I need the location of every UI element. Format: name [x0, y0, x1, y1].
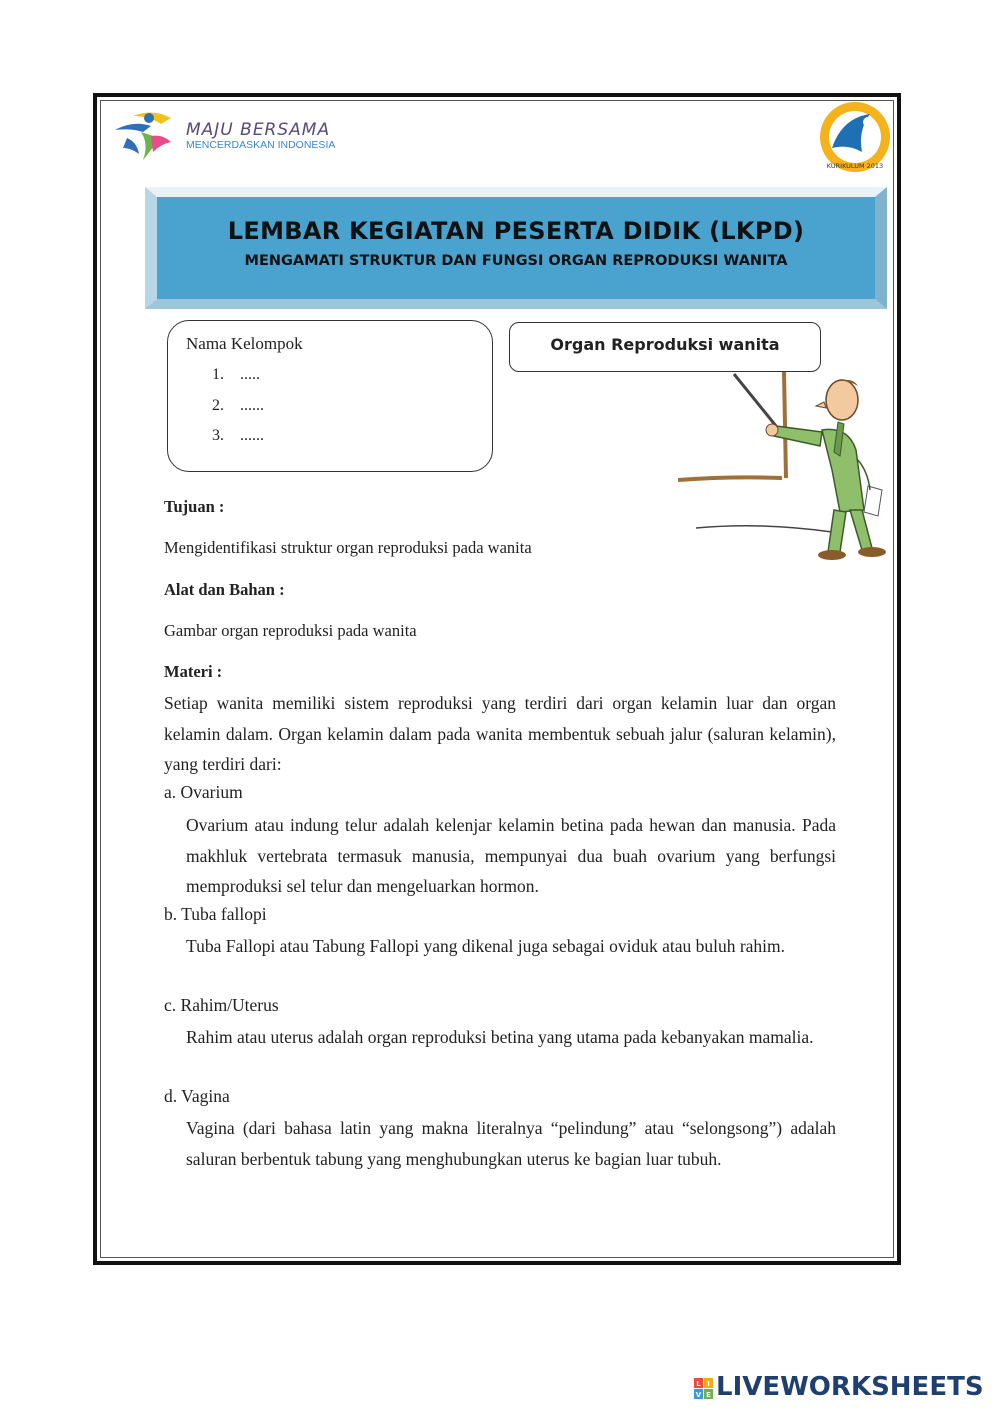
group-member-item[interactable]: 1. .....	[212, 366, 260, 383]
materi-item-text: Ovarium atau indung telur adalah kelenjar kelamin betina pada hewan dan manusia. Pada makhluk vertebrata termasuk manusia, mempunyai dua buah ovarium yang berfungsi memproduksi sel telur dan mengeluarkan hormon.	[186, 815, 836, 896]
alat-text: Gambar organ reproduksi pada wanita	[164, 621, 417, 640]
logo-right-text: KURIKULUM 2013	[826, 162, 884, 170]
svg-text:L: L	[696, 1380, 701, 1388]
title-banner	[145, 187, 887, 309]
member-blank[interactable]: .....	[240, 366, 260, 383]
materi-item-label: c. Rahim/Uterus	[164, 995, 279, 1015]
banner-title: LEMBAR KEGIATAN PESERTA DIDIK (LKPD)	[227, 217, 805, 245]
group-member-item[interactable]: 2. ......	[212, 396, 264, 414]
teacher-pointing-illustration	[672, 360, 894, 565]
svg-text:I: I	[707, 1380, 710, 1388]
group-member-item[interactable]: 3. ......	[212, 427, 264, 444]
group-title: Nama Kelompok	[186, 334, 303, 353]
materi-intro: Setiap wanita memiliki sistem reproduksi yang terdiri dari organ kelamin luar dan organ kelamin dalam. Organ kelamin dalam pada wanita membentuk sebuah jalur (saluran kelamin), yang terdiri dari:	[164, 693, 836, 774]
group-member-list	[212, 366, 264, 458]
tujuan-heading: Tujuan :	[164, 497, 225, 516]
member-blank[interactable]: ......	[240, 396, 264, 414]
liveworksheets-brand: LIVEWORKSHEETS	[716, 1372, 984, 1402]
materi-item-label: d. Vagina	[164, 1086, 230, 1106]
banner-subtitle: MENGAMATI STRUKTUR DAN FUNGSI ORGAN REPRODUKSI WANITA	[244, 253, 788, 269]
organ-label-box: Organ Reproduksi wanita	[509, 322, 821, 372]
materi-item-text: Tuba Fallopi atau Tabung Fallopi yang dikenal juga sebagai oviduk atau buluh rahim.	[186, 936, 786, 956]
materi-item-text: Vagina (dari bahasa latin yang makna literalnya “pelindung” atau “selongsong”) adalah saluran berbentuk tabung yang menghubungkan uterus ke bagian luar tubuh.	[186, 1118, 836, 1169]
liveworksheets-badge-icon	[694, 1378, 714, 1400]
materi-heading: Materi :	[164, 662, 223, 681]
logo-left-subtitle: MENCERDASKAN INDONESIA	[186, 139, 336, 151]
svg-text:V: V	[695, 1391, 702, 1399]
materi-item-label: b. Tuba fallopi	[164, 904, 267, 924]
materi-item-text: Rahim atau uterus adalah organ reproduksi betina yang utama pada kebanyakan mamalia.	[186, 1027, 814, 1047]
alat-heading: Alat dan Bahan :	[164, 580, 285, 599]
tujuan-text: Mengidentifikasi struktur organ reproduksi pada wanita	[164, 538, 532, 557]
member-blank[interactable]: ......	[240, 427, 264, 444]
svg-text:E: E	[706, 1391, 711, 1399]
materi-item-label: a. Ovarium	[164, 782, 243, 802]
banner-bevel-frame	[145, 187, 887, 309]
logo-left-title: MAJU BERSAMA	[186, 120, 331, 140]
kurikulum-2013-logo-icon	[818, 100, 892, 174]
